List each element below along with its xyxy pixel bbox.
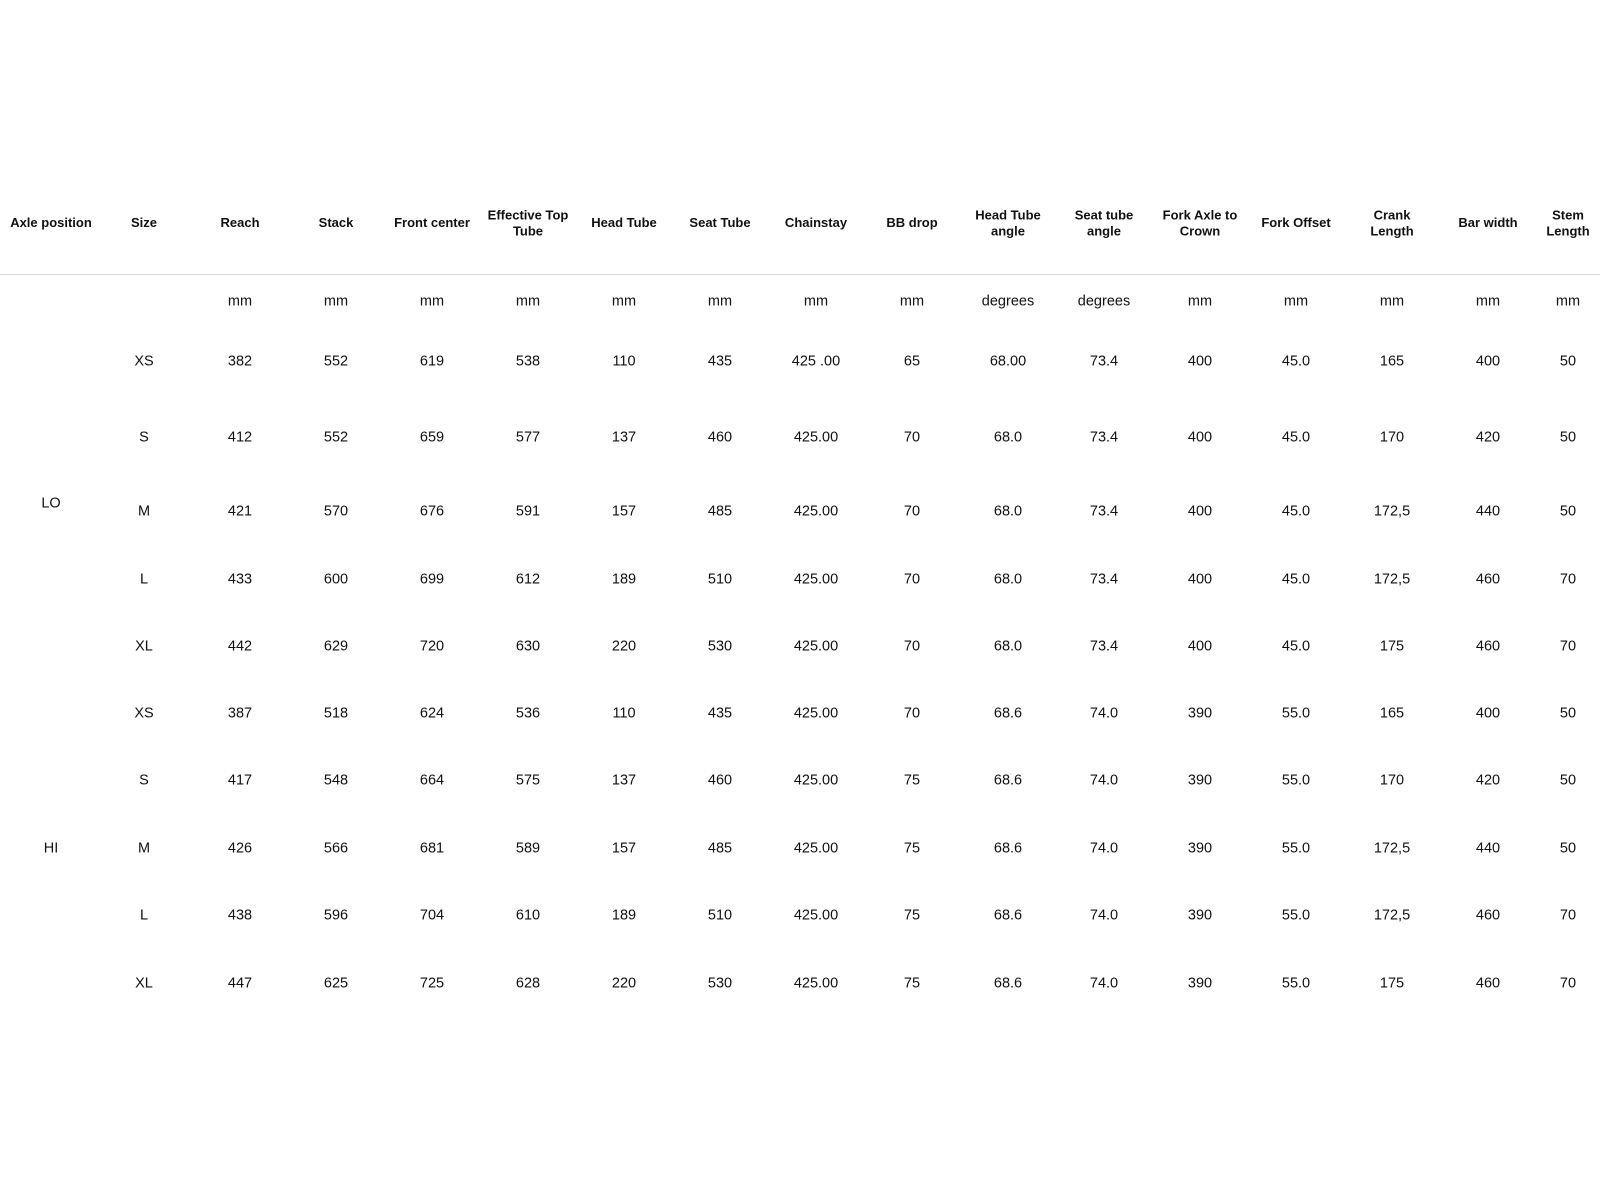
table-cell: 74.0 <box>1089 907 1119 924</box>
table-cell: 75 <box>903 840 921 857</box>
table-cell: 412 <box>227 429 253 446</box>
table-cell: 390 <box>1187 840 1213 857</box>
unit-cell: mm <box>227 293 253 310</box>
table-cell: 220 <box>611 638 637 655</box>
table-cell: 175 <box>1379 638 1405 655</box>
table-cell: 68.6 <box>993 907 1023 924</box>
table-cell: 460 <box>1475 571 1501 588</box>
table-cell: 73.4 <box>1089 571 1119 588</box>
table-cell: 70 <box>903 429 921 446</box>
table-cell: 55.0 <box>1281 975 1311 992</box>
size-cell: L <box>139 907 149 924</box>
table-cell: 73.4 <box>1089 503 1119 520</box>
table-cell: 382 <box>227 353 253 370</box>
table-cell: 172,5 <box>1373 907 1411 924</box>
table-cell: 75 <box>903 772 921 789</box>
table-cell: 659 <box>419 429 445 446</box>
table-cell: 75 <box>903 975 921 992</box>
table-cell: 50 <box>1559 429 1577 446</box>
table-cell: 400 <box>1475 353 1501 370</box>
table-cell: 552 <box>323 429 349 446</box>
table-cell: 548 <box>323 772 349 789</box>
size-cell: XS <box>134 705 154 722</box>
table-cell: 50 <box>1559 503 1577 520</box>
table-cell: 417 <box>227 772 253 789</box>
table-cell: 70 <box>1559 907 1577 924</box>
table-cell: 425 .00 <box>791 353 841 370</box>
table-cell: 589 <box>515 840 541 857</box>
table-cell: 485 <box>707 840 733 857</box>
table-cell: 68.0 <box>993 638 1023 655</box>
table-cell: 438 <box>227 907 253 924</box>
table-cell: 170 <box>1379 772 1405 789</box>
size-cell: S <box>139 429 149 446</box>
table-cell: 440 <box>1475 503 1501 520</box>
table-cell: 387 <box>227 705 253 722</box>
unit-cell: mm <box>1187 293 1213 310</box>
table-cell: 390 <box>1187 975 1213 992</box>
table-cell: 165 <box>1379 705 1405 722</box>
table-cell: 68.00 <box>989 353 1027 370</box>
table-cell: 570 <box>323 503 349 520</box>
table-cell: 74.0 <box>1089 772 1119 789</box>
column-header: Head Tube angle <box>975 207 1041 238</box>
unit-cell: degrees <box>981 293 1035 310</box>
table-cell: 619 <box>419 353 445 370</box>
table-cell: 530 <box>707 975 733 992</box>
table-cell: 625 <box>323 975 349 992</box>
unit-cell: degrees <box>1077 293 1131 310</box>
table-cell: 725 <box>419 975 445 992</box>
table-cell: 110 <box>612 353 636 370</box>
table-cell: 420 <box>1475 772 1501 789</box>
table-cell: 68.6 <box>993 840 1023 857</box>
table-cell: 591 <box>515 503 541 520</box>
table-cell: 73.4 <box>1089 353 1119 370</box>
column-header: Reach <box>220 215 260 231</box>
table-cell: 68.6 <box>993 772 1023 789</box>
unit-cell: mm <box>1475 293 1501 310</box>
table-cell: 68.0 <box>993 503 1023 520</box>
table-cell: 538 <box>515 353 541 370</box>
table-cell: 460 <box>1475 638 1501 655</box>
table-cell: 425.00 <box>793 907 839 924</box>
table-cell: 400 <box>1475 705 1501 722</box>
size-cell: XS <box>134 353 154 370</box>
table-cell: 510 <box>707 571 733 588</box>
table-cell: 447 <box>227 975 253 992</box>
table-cell: 75 <box>903 907 921 924</box>
table-cell: 55.0 <box>1281 840 1311 857</box>
unit-cell: mm <box>1283 293 1309 310</box>
table-cell: 420 <box>1475 429 1501 446</box>
table-cell: 425.00 <box>793 571 839 588</box>
table-cell: 510 <box>707 907 733 924</box>
table-cell: 220 <box>611 975 637 992</box>
table-cell: 400 <box>1187 638 1213 655</box>
table-cell: 612 <box>515 571 541 588</box>
table-cell: 460 <box>707 772 733 789</box>
table-cell: 460 <box>1475 907 1501 924</box>
table-cell: 157 <box>611 503 637 520</box>
size-cell: XL <box>135 638 153 655</box>
table-cell: 577 <box>515 429 541 446</box>
table-cell: 73.4 <box>1089 429 1119 446</box>
table-cell: 425.00 <box>793 503 839 520</box>
table-cell: 566 <box>323 840 349 857</box>
table-cell: 720 <box>419 638 445 655</box>
table-cell: 699 <box>419 571 445 588</box>
unit-cell: mm <box>899 293 925 310</box>
table-cell: 442 <box>227 638 253 655</box>
table-cell: 50 <box>1559 353 1577 370</box>
table-cell: 664 <box>419 772 445 789</box>
table-cell: 518 <box>323 705 349 722</box>
table-cell: 50 <box>1559 705 1577 722</box>
table-cell: 610 <box>515 907 541 924</box>
table-cell: 74.0 <box>1089 705 1119 722</box>
column-header: BB drop <box>886 215 938 231</box>
column-header: Fork Axle to Crown <box>1162 207 1238 238</box>
table-cell: 400 <box>1187 571 1213 588</box>
table-cell: 676 <box>419 503 445 520</box>
column-header: Bar width <box>1458 215 1518 231</box>
size-cell: L <box>139 571 149 588</box>
column-header: Fork Offset <box>1261 215 1331 231</box>
table-cell: 435 <box>707 353 733 370</box>
table-cell: 400 <box>1187 429 1213 446</box>
table-cell: 70 <box>903 705 921 722</box>
table-cell: 189 <box>611 907 637 924</box>
table-cell: 55.0 <box>1281 705 1311 722</box>
table-cell: 157 <box>611 840 637 857</box>
table-cell: 681 <box>419 840 445 857</box>
table-cell: 172,5 <box>1373 840 1411 857</box>
column-header: Stack <box>318 215 354 231</box>
axle-position-label: LO <box>41 495 61 512</box>
table-cell: 45.0 <box>1281 503 1311 520</box>
table-cell: 70 <box>1559 638 1577 655</box>
table-cell: 425.00 <box>793 772 839 789</box>
table-cell: 485 <box>707 503 733 520</box>
table-cell: 425.00 <box>793 975 839 992</box>
table-cell: 74.0 <box>1089 975 1119 992</box>
header-row <box>0 190 1600 275</box>
table-cell: 45.0 <box>1281 571 1311 588</box>
unit-cell: mm <box>1379 293 1405 310</box>
table-cell: 68.6 <box>993 975 1023 992</box>
table-cell: 390 <box>1187 907 1213 924</box>
table-cell: 70 <box>903 571 921 588</box>
table-cell: 421 <box>227 503 253 520</box>
table-cell: 400 <box>1187 353 1213 370</box>
table-cell: 50 <box>1559 840 1577 857</box>
column-header: Chainstay <box>784 215 848 231</box>
table-cell: 575 <box>515 772 541 789</box>
table-cell: 390 <box>1187 705 1213 722</box>
table-cell: 460 <box>707 429 733 446</box>
unit-cell: mm <box>515 293 541 310</box>
table-cell: 65 <box>903 353 921 370</box>
table-cell: 460 <box>1475 975 1501 992</box>
table-cell: 70 <box>903 638 921 655</box>
table-cell: 70 <box>1559 975 1577 992</box>
column-header: Front center <box>394 215 470 231</box>
unit-cell: mm <box>1555 293 1581 310</box>
table-cell: 137 <box>611 429 637 446</box>
table-cell: 628 <box>515 975 541 992</box>
table-cell: 433 <box>227 571 253 588</box>
size-cell: M <box>137 840 151 857</box>
unit-cell: mm <box>611 293 637 310</box>
unit-cell: mm <box>323 293 349 310</box>
table-cell: 68.0 <box>993 429 1023 446</box>
table-cell: 435 <box>707 705 733 722</box>
table-cell: 552 <box>323 353 349 370</box>
size-cell: XL <box>135 975 153 992</box>
table-cell: 596 <box>323 907 349 924</box>
table-cell: 426 <box>227 840 253 857</box>
table-cell: 68.0 <box>993 571 1023 588</box>
column-header: Head Tube <box>591 215 657 231</box>
table-cell: 189 <box>611 571 637 588</box>
table-cell: 55.0 <box>1281 772 1311 789</box>
table-cell: 425.00 <box>793 429 839 446</box>
column-header: Seat Tube <box>689 215 751 231</box>
table-cell: 440 <box>1475 840 1501 857</box>
table-cell: 425.00 <box>793 705 839 722</box>
table-cell: 172,5 <box>1373 503 1411 520</box>
unit-cell: mm <box>707 293 733 310</box>
table-cell: 110 <box>612 705 636 722</box>
table-cell: 425.00 <box>793 638 839 655</box>
table-cell: 400 <box>1187 503 1213 520</box>
table-cell: 629 <box>323 638 349 655</box>
column-header: Seat tube angle <box>1074 207 1134 238</box>
table-cell: 600 <box>323 571 349 588</box>
table-cell: 165 <box>1379 353 1405 370</box>
table-cell: 704 <box>419 907 445 924</box>
column-header: Effective Top Tube <box>487 207 569 238</box>
column-header: Stem Length <box>1546 207 1590 238</box>
table-cell: 45.0 <box>1281 429 1311 446</box>
table-cell: 73.4 <box>1089 638 1119 655</box>
table-cell: 425.00 <box>793 840 839 857</box>
table-cell: 45.0 <box>1281 638 1311 655</box>
unit-cell: mm <box>803 293 829 310</box>
table-cell: 390 <box>1187 772 1213 789</box>
column-header: Axle position <box>10 215 92 231</box>
table-cell: 172,5 <box>1373 571 1411 588</box>
table-cell: 530 <box>707 638 733 655</box>
table-cell: 137 <box>611 772 637 789</box>
table-cell: 175 <box>1379 975 1405 992</box>
column-header: Crank Length <box>1370 207 1414 238</box>
column-header: Size <box>130 215 158 231</box>
table-cell: 45.0 <box>1281 353 1311 370</box>
table-cell: 630 <box>515 638 541 655</box>
table-cell: 74.0 <box>1089 840 1119 857</box>
table-cell: 50 <box>1559 772 1577 789</box>
table-cell: 70 <box>903 503 921 520</box>
table-cell: 55.0 <box>1281 907 1311 924</box>
table-cell: 68.6 <box>993 705 1023 722</box>
table-cell: 70 <box>1559 571 1577 588</box>
size-cell: M <box>137 503 151 520</box>
unit-cell: mm <box>419 293 445 310</box>
table-cell: 536 <box>515 705 541 722</box>
table-cell: 624 <box>419 705 445 722</box>
size-cell: S <box>139 772 149 789</box>
table-cell: 170 <box>1379 429 1405 446</box>
axle-position-label: HI <box>43 840 59 857</box>
